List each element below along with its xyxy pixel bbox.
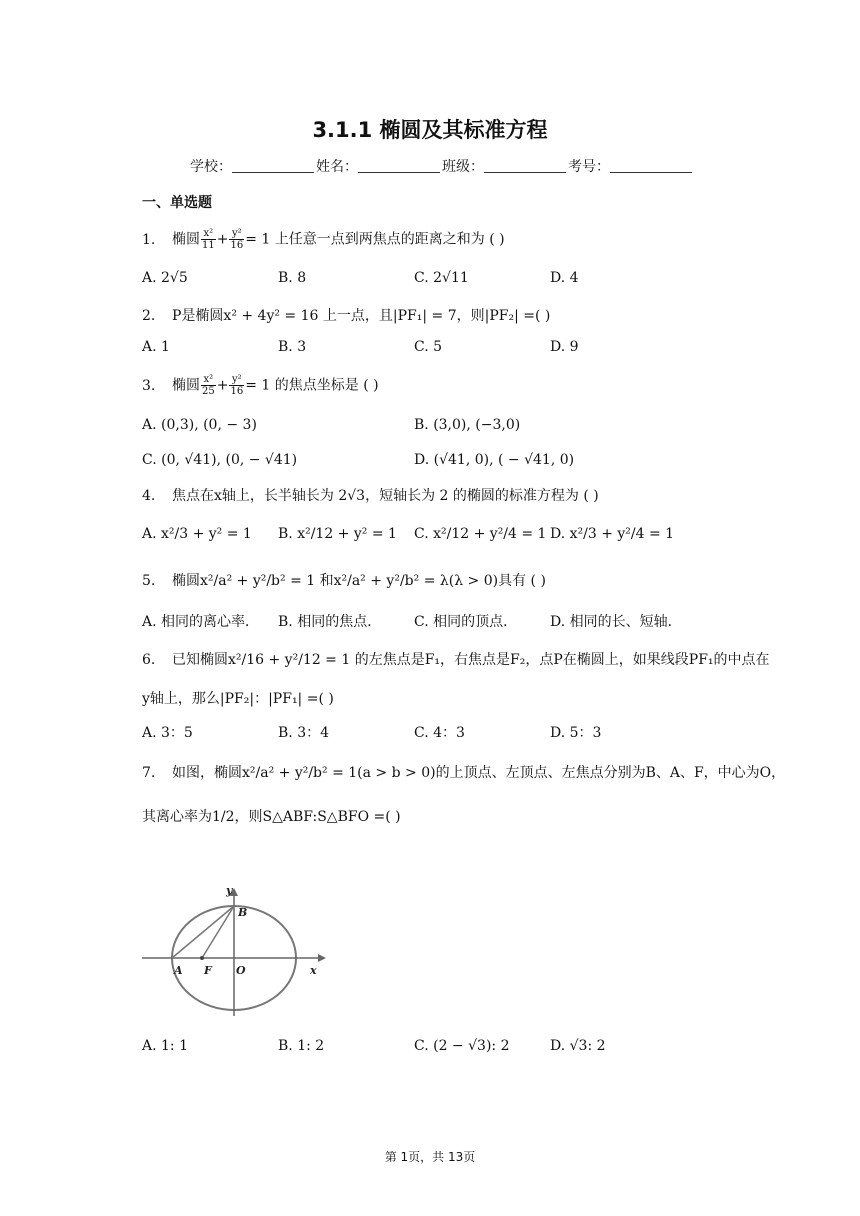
ellipse-figure (140, 884, 330, 1018)
option-c: C. (2 − √3): 2 (414, 1038, 510, 1054)
page-footer: 第 1页，共 13页 (384, 1150, 476, 1164)
fraction: $\frac{\text{x²}}{25}$ (202, 374, 215, 397)
option-a: A. x²/3 + y² = 1 (142, 526, 252, 542)
label-y: y (226, 884, 233, 897)
option-a: A. 2√5 (142, 270, 188, 286)
option-c: C. (0, √41), (0, − √41) (142, 452, 298, 468)
option-c: C. 5 (414, 339, 443, 355)
option-b: B. (3,0), (−3,0) (414, 417, 521, 433)
option-c: C. 相同的顶点． (414, 614, 518, 630)
fraction: $\frac{\text{y²}}{16}$ (230, 374, 244, 397)
option-a: A. 相同的离心率． (142, 614, 260, 630)
page-title: 3.1.1 椭圆及其标准方程 (312, 118, 548, 142)
question-number: 1. (142, 231, 156, 248)
question-text: 已知椭圆x²/16 + y²/12 = 1 的左焦点是F₁，右焦点是F₂，点P在椭圆上，如果线段PF₁的中点在 (172, 652, 770, 668)
question-number: 6. (142, 652, 156, 668)
option-a: A. 1: 1 (142, 1038, 188, 1054)
school-label: 学校： (190, 159, 232, 175)
question-3: 3. 椭圆 $\frac{\text{x²}}{25}$ + $\frac{\text{y²}}{16}$ = 1 的焦点坐标是 ( ) (142, 374, 379, 397)
option-b: B. 8 (278, 270, 307, 286)
label-f: F (204, 964, 212, 977)
school-blank (232, 160, 314, 173)
question-6-line-2: y轴上，那么|PF₂|：|PF₁| =( ) (142, 691, 334, 707)
exam-number-label: 考号： (568, 159, 610, 175)
option-d: D. (√41, 0), ( − √41, 0) (414, 452, 575, 468)
question-text: 焦点在x轴上，长半轴长为 2√3，短轴长为 2 的椭圆的标准方程为 ( ) (172, 488, 599, 504)
focus-point (200, 956, 204, 960)
exam-number-blank (610, 160, 692, 173)
option-d: D. x²/3 + y²/4 = 1 (550, 526, 675, 542)
question-6 (142, 649, 770, 669)
question-number: 2. (142, 308, 156, 324)
student-info-row (190, 156, 694, 176)
option-b: B. x²/12 + y² = 1 (278, 526, 397, 542)
x-axis-arrow (318, 954, 326, 962)
option-d: D. 9 (550, 339, 579, 355)
question-7-line-2: 其离心率为1/2，则S△ABF:S△BFO =( ) (142, 809, 401, 825)
name-blank (358, 160, 440, 173)
question-number: 7. (142, 765, 156, 781)
question-text: P是椭圆x² + 4y² = 16 上一点，且|PF₁| = 7，则|PF₂| =( ) (172, 308, 551, 324)
question-text: 如图，椭圆x²/a² + y²/b² = 1(a > b > 0)的上顶点、左顶点、左焦点分别为B、A、F，中心为O， (172, 765, 786, 781)
question-text: = 1 上任意一点到两焦点的距离之和为 ( ) (245, 231, 505, 248)
fraction: $\frac{\text{y²}}{16}$ (230, 228, 244, 251)
name-label: 姓名： (316, 159, 358, 175)
question-number: 4. (142, 488, 156, 504)
question-text: 椭圆x²/a² + y²/b² = 1 和x²/a² + y²/b² = λ(λ > 0)具有 ( ) (172, 573, 546, 589)
option-b: B. 1: 2 (278, 1038, 325, 1054)
class-label: 班级： (442, 159, 484, 175)
option-d: D. 5：3 (550, 725, 602, 741)
question-number: 5. (142, 573, 156, 589)
option-a: A. (0,3), (0, − 3) (142, 417, 257, 433)
label-b: B (238, 906, 248, 919)
fraction: $\frac{\text{x²}}{11}$ (202, 228, 215, 251)
label-o: O (236, 964, 246, 977)
option-d: D. √3: 2 (550, 1038, 606, 1054)
option-b: B. 相同的焦点． (278, 614, 382, 630)
option-d: D. 相同的长、短轴． (550, 614, 682, 630)
option-c: C. 4：3 (414, 725, 465, 741)
question-1: 1. 椭圆 $\frac{\text{x²}}{11}$ + $\frac{\text{y²}}{16}$ = 1 上任意一点到两焦点的距离之和为 ( ) (142, 228, 505, 251)
question-text: = 1 的焦点坐标是 ( ) (245, 377, 379, 394)
question-7 (142, 762, 785, 782)
question-text: 椭圆 (172, 377, 200, 394)
question-5 (142, 570, 546, 590)
option-a: A. 1 (142, 339, 170, 355)
label-x: x (310, 964, 317, 977)
segment-fb (202, 906, 234, 958)
question-4 (142, 485, 599, 505)
option-b: B. 3 (278, 339, 307, 355)
section-heading: 一、单选题 (142, 195, 212, 211)
question-number: 3. (142, 377, 156, 394)
option-c: C. 2√11 (414, 270, 469, 286)
option-c: C. x²/12 + y²/4 = 1 (414, 526, 547, 542)
question-text: 椭圆 (172, 231, 200, 248)
question-2 (142, 305, 550, 325)
class-blank (484, 160, 566, 173)
option-d: D. 4 (550, 270, 579, 286)
option-b: B. 3：4 (278, 725, 330, 741)
label-a: A (174, 964, 183, 977)
option-a: A. 3：5 (142, 725, 193, 741)
